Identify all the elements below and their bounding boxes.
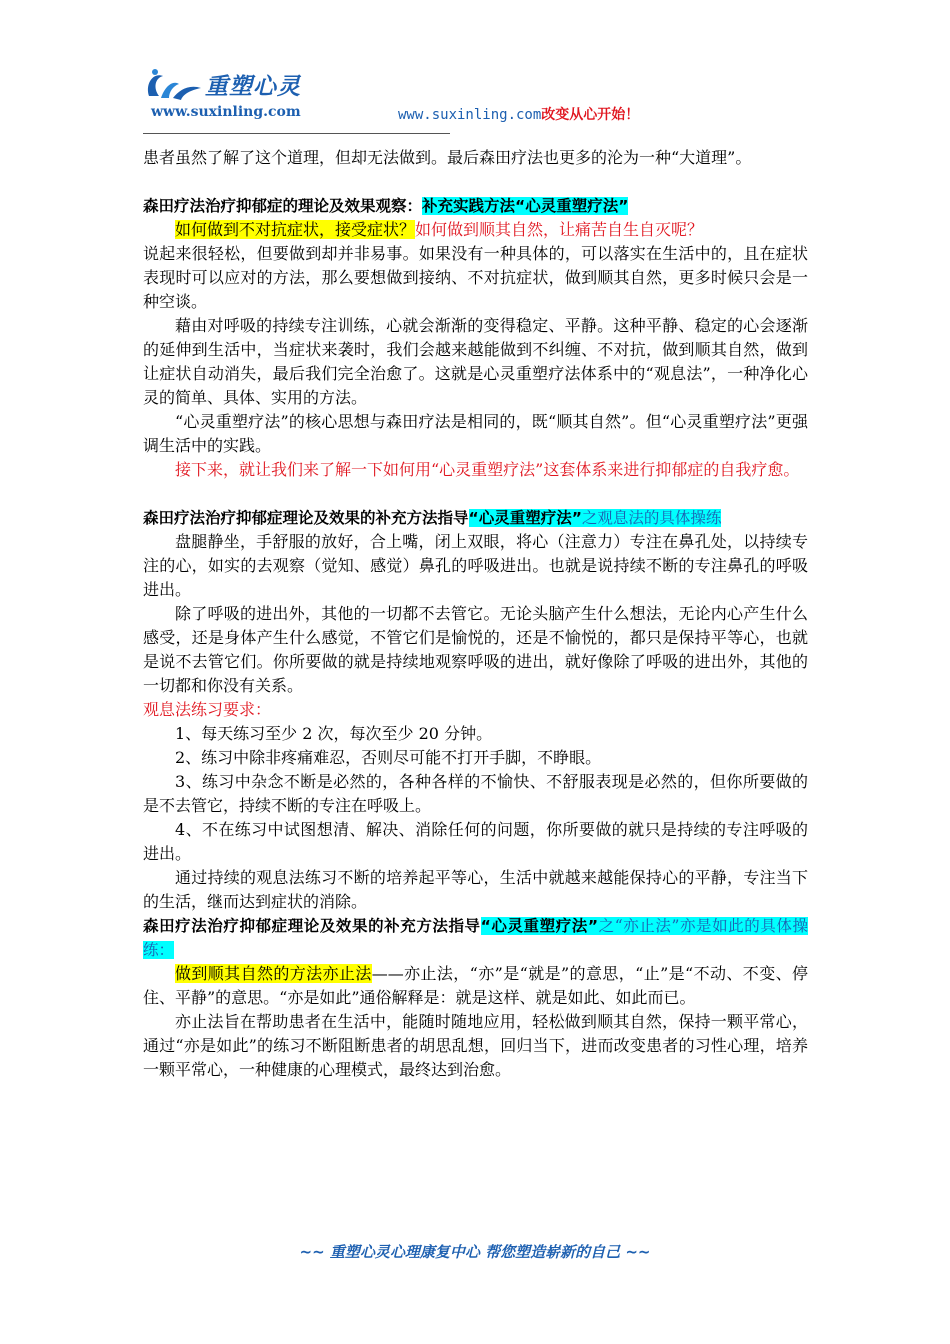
logo-title: 重塑心灵 [205, 74, 301, 100]
paragraph: 患者虽然了解了这个道理，但却无法做到。最后森田疗法也更多的沦为一种“大道理”。 [143, 148, 752, 167]
paragraph: 通过持续的观息法练习不断的培养起平等心，生活中就越来越能保持心的平静，专注当下的生活，继而达到症状的消除。 [143, 868, 808, 911]
heading-highlight-tail: 之“亦止法”亦是如此的具体操练： [143, 917, 808, 959]
question-line [143, 218, 808, 242]
logo-swirl-icon [143, 66, 207, 106]
requirements-title: 观息法练习要求： [143, 700, 272, 719]
heading-text: 森田疗法治疗抑郁症理论及效果的补充方法指导 [143, 917, 481, 935]
question-red: 如何做到顺其自然，让痛苦自生自灭呢？ [415, 220, 704, 239]
site-url-link[interactable]: www.suxinling.com [398, 107, 542, 123]
list-item: 1、每天练习至少 2 次，每次至少 20 分钟。 [175, 724, 493, 743]
article-body [143, 146, 808, 1082]
heading-highlight: 补充实践方法“心灵重塑疗法” [422, 197, 629, 215]
paragraph-red: 接下来，就让我们来了解一下如何用“心灵重塑疗法”这套体系来进行抑郁症的自我疗愈。 [175, 460, 800, 479]
section-heading-2 [143, 506, 808, 530]
paragraph: 说起来很轻松，但要做到却并非易事。如果没有一种具体的，可以落实在生活中的，且在症状表现时可以应对的方法，那么要想做到接纳、不对抗症状，做到顺其自然，更多时候只会是一种空谈。 [143, 244, 808, 311]
list-item: 2、练习中除非疼痛难忍，否则尽可能不打开手脚，不睁眼。 [175, 748, 602, 767]
paragraph: 藉由对呼吸的持续专注训练，心就会渐渐的变得稳定、平静。这种平静、稳定的心会逐渐的延伸到生活中，当症状来袭时，我们会越来越能做到不纠缠、不对抗，做到顺其自然，做到让症状自动消失，最后我们完全治愈了。这就是心灵重塑疗法体系中的“观息法”，一种净化心灵的简单、具体、实用的方法。 [143, 316, 808, 407]
header-tagline [398, 104, 639, 124]
method-highlight: 做到顺其自然的方法亦止法 [175, 964, 372, 983]
paragraph: 盘腿静坐，手舒服的放好，合上嘴，闭上双眼，将心（注意力）专注在鼻孔处，以持续专注的心，如实的去观察（觉知、感觉）鼻孔的呼吸进出。也就是说持续不断的专注鼻孔的呼吸进出。 [143, 532, 808, 599]
paragraph: “心灵重塑疗法”的核心思想与森田疗法是相同的，既“顺其自然”。但“心灵重塑疗法”更强调生活中的实践。 [143, 412, 808, 455]
slogan: 改变从心开始！ [541, 107, 640, 123]
logo-url: www.suxinling.com [151, 104, 301, 120]
heading-highlight: “心灵重塑疗法” [468, 509, 582, 527]
paragraph: 除了呼吸的进出外，其他的一切都不去管它。无论头脑产生什么想法，无论内心产生什么感受，还是身体产生什么感觉，不管它们是愉悦的，还是不愉悦的，都只是保持平等心，也就是说不去管它们。你所要做的就是持续地观察呼吸的进出，就好像除了呼吸的进出外，其他的一切都和你没有关系。 [143, 604, 808, 695]
method-text: ——亦止法，“亦”是“就是”的意思，“止”是“不动、不变、停住、平静”的意思。“亦是如此”通俗解释是：就是这样、就是如此、如此而已。 [143, 964, 808, 1007]
footer-slogan: ~~ 重塑心灵心理康复中心 帮您塑造崭新的自己 ~~ [299, 1243, 651, 1261]
paragraph: 亦止法旨在帮助患者在生活中，能随时随地应用，轻松做到顺其自然，保持一颗平常心，通过“亦是如此”的练习不断阻断患者的胡思乱想，回归当下，进而改变患者的习性心理，培养一颗平常心，一种健康的心理模式，最终达到治愈。 [143, 1012, 808, 1079]
heading-text: 森田疗法治疗抑郁症的理论及效果观察： [143, 197, 423, 215]
list-item: 3、练习中杂念不断是必然的，各种各样的不愉快、不舒服表现是必然的，但你所要做的是不去管它，持续不断的专注在呼吸上。 [143, 772, 808, 815]
list-item: 4、不在练习中试图想清、解决、消除任何的问题，你所要做的就只是持续的专注呼吸的进出。 [143, 820, 808, 863]
section-heading-1 [143, 194, 808, 218]
heading-highlight-tail: 之观息法的具体操练 [581, 509, 722, 527]
logo [143, 66, 383, 126]
header-divider [143, 133, 450, 134]
paragraph [143, 962, 808, 1010]
heading-highlight: “心灵重塑疗法” [480, 917, 599, 935]
section-heading-3 [143, 914, 808, 962]
heading-text: 森田疗法治疗抑郁症理论及效果的补充方法指导 [143, 509, 469, 527]
question-highlight: 如何做到不对抗症状，接受症状？ [175, 220, 416, 239]
